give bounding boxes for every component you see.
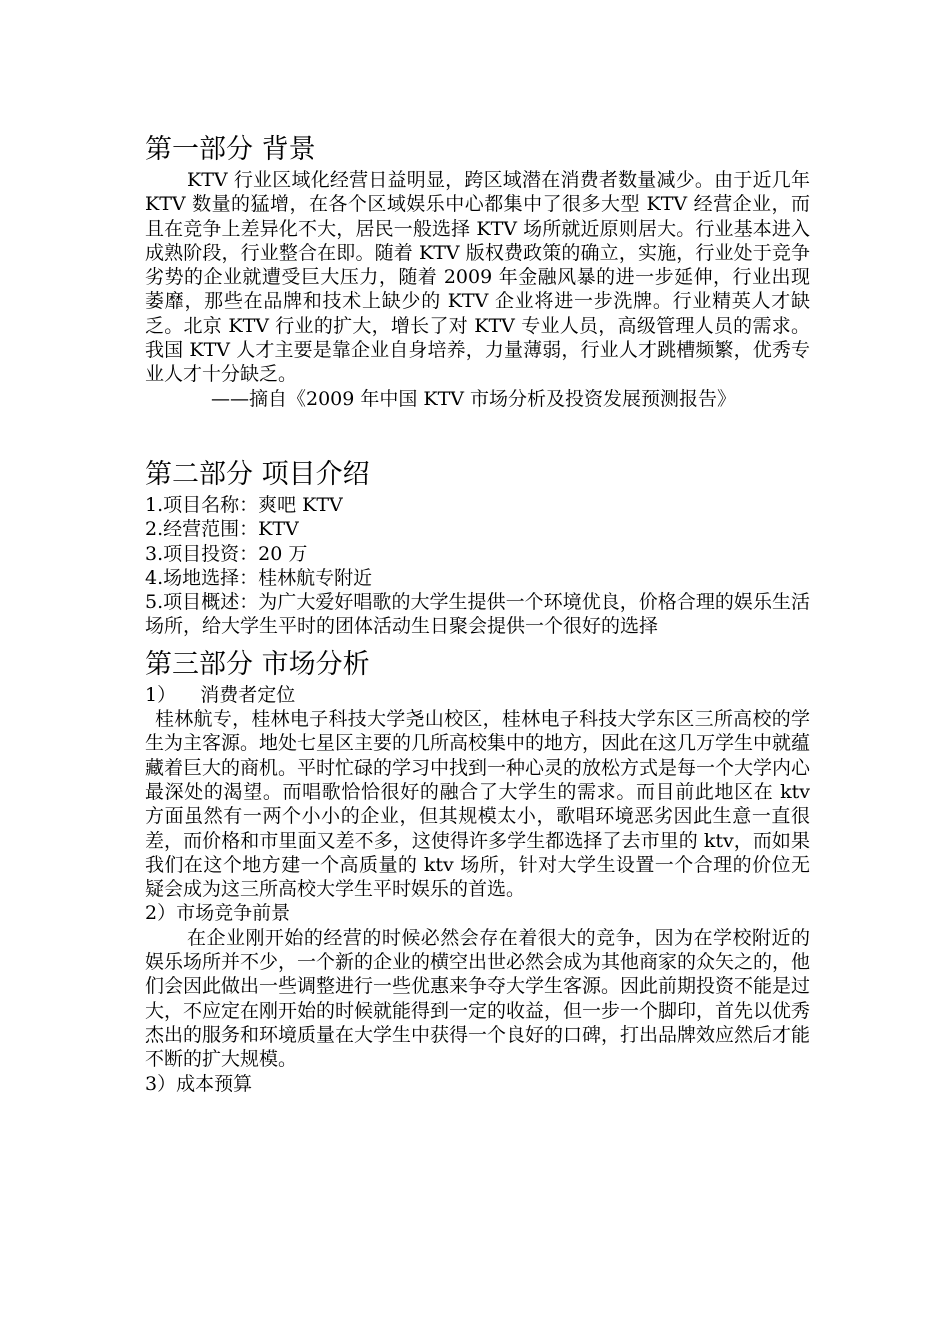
market-competition-title: 2）市场竞争前景: [145, 902, 291, 925]
location-item: 4.场地选择：桂林航专附近: [145, 566, 373, 589]
market-competition-text: 在企业刚开始的经营的时候必然会存在着很大的竞争，因为在学校附近的娱乐场所并不少，一个新的企业的横空出世必然会成为其他商家的众矢之的，他们会因此做出一些调整进行一些优惠来争夺大学生客源。因此前期投资不能是过大，不应定在刚开始的时候就能得到一定的收益，但一步一个脚印，首先以优秀杰出的服务和环境质量在大学生中获得一个良好的口碑，打出品牌效应然后才能不断的扩大规模。: [145, 926, 811, 1071]
project-name-item: 1.项目名称：爽吧 KTV: [145, 493, 343, 516]
consumer-positioning-title: 1） 消费者定位: [145, 683, 296, 706]
section1-heading: 第一部分 背景: [145, 134, 316, 165]
section3-heading: 第三部分 市场分析: [145, 648, 370, 680]
investment-item: 3.项目投资：20 万: [145, 542, 308, 565]
project-overview-item: 5.项目概述：为广大爱好唱歌的大学生提供一个环境优良，价格合理的娱乐生活场所，给大学生平时的团体活动生日聚会提供一个很好的选择: [145, 591, 810, 638]
section2-heading: 第二部分 项目介绍: [145, 458, 370, 490]
cost-budget-title: 3）成本预算: [145, 1072, 253, 1095]
document-body: [145, 132, 810, 1096]
section1-paragraph: KTV 行业区域化经营日益明显，跨区域潜在消费者数量减少。由于近几年 KTV 数量的猛增，在各个区域娱乐中心都集中了很多大型 KTV 经营企业，而且在竞争上差异化不大，居民一般选择 KTV 场所就近原则居大。行业基本进入成熟阶段，行业整合在即。随着 KTV 版权费政策的确立，实施，行业处于竞争劣势的企业就遭受巨大压力，随着 2009 年金融风暴的进一步延伸，行业出现萎靡，那些在品牌和技术上缺少的 KTV 企业将进一步洗牌。行业精英人才缺乏。北京 KTV 行业的扩大，增长了对 KTV 专业人员，高级管理人员的需求。我国 KTV 人才主要是靠企业自身培养，力量薄弱，行业人才跳槽频繁，优秀专业人才十分缺乏。: [145, 169, 810, 386]
business-scope-item: 2.经营范围：KTV: [145, 518, 299, 541]
consumer-positioning-text: 桂林航专，桂林电子科技大学尧山校区，桂林电子科技大学东区三所高校的学生为主客源。地处七星区主要的几所高校集中的地方，因此在这几万学生中就蕴藏着巨大的商机。平时忙碌的学习中找到一种心灵的放松方式是每一个大学内心最深处的渴望。而唱歌恰恰很好的融合了大学生的需求。而目前此地区在 ktv 方面虽然有一两个小小的企业，但其规模太小，歌唱环境恶劣因此生意一直很差，而价格和市里面又差不多，这使得许多学生都选择了去市里的 ktv，而如果我们在这个地方建一个高质量的 ktv 场所，针对大学生设置一个合理的价位无疑会成为这三所高校大学生平时娱乐的首选。: [145, 708, 811, 901]
section1-quote: ——摘自《2009 年中国 KTV 市场分析及投资发展预测报告》: [211, 387, 737, 410]
spacer: [145, 639, 810, 647]
spacer: [145, 411, 810, 457]
